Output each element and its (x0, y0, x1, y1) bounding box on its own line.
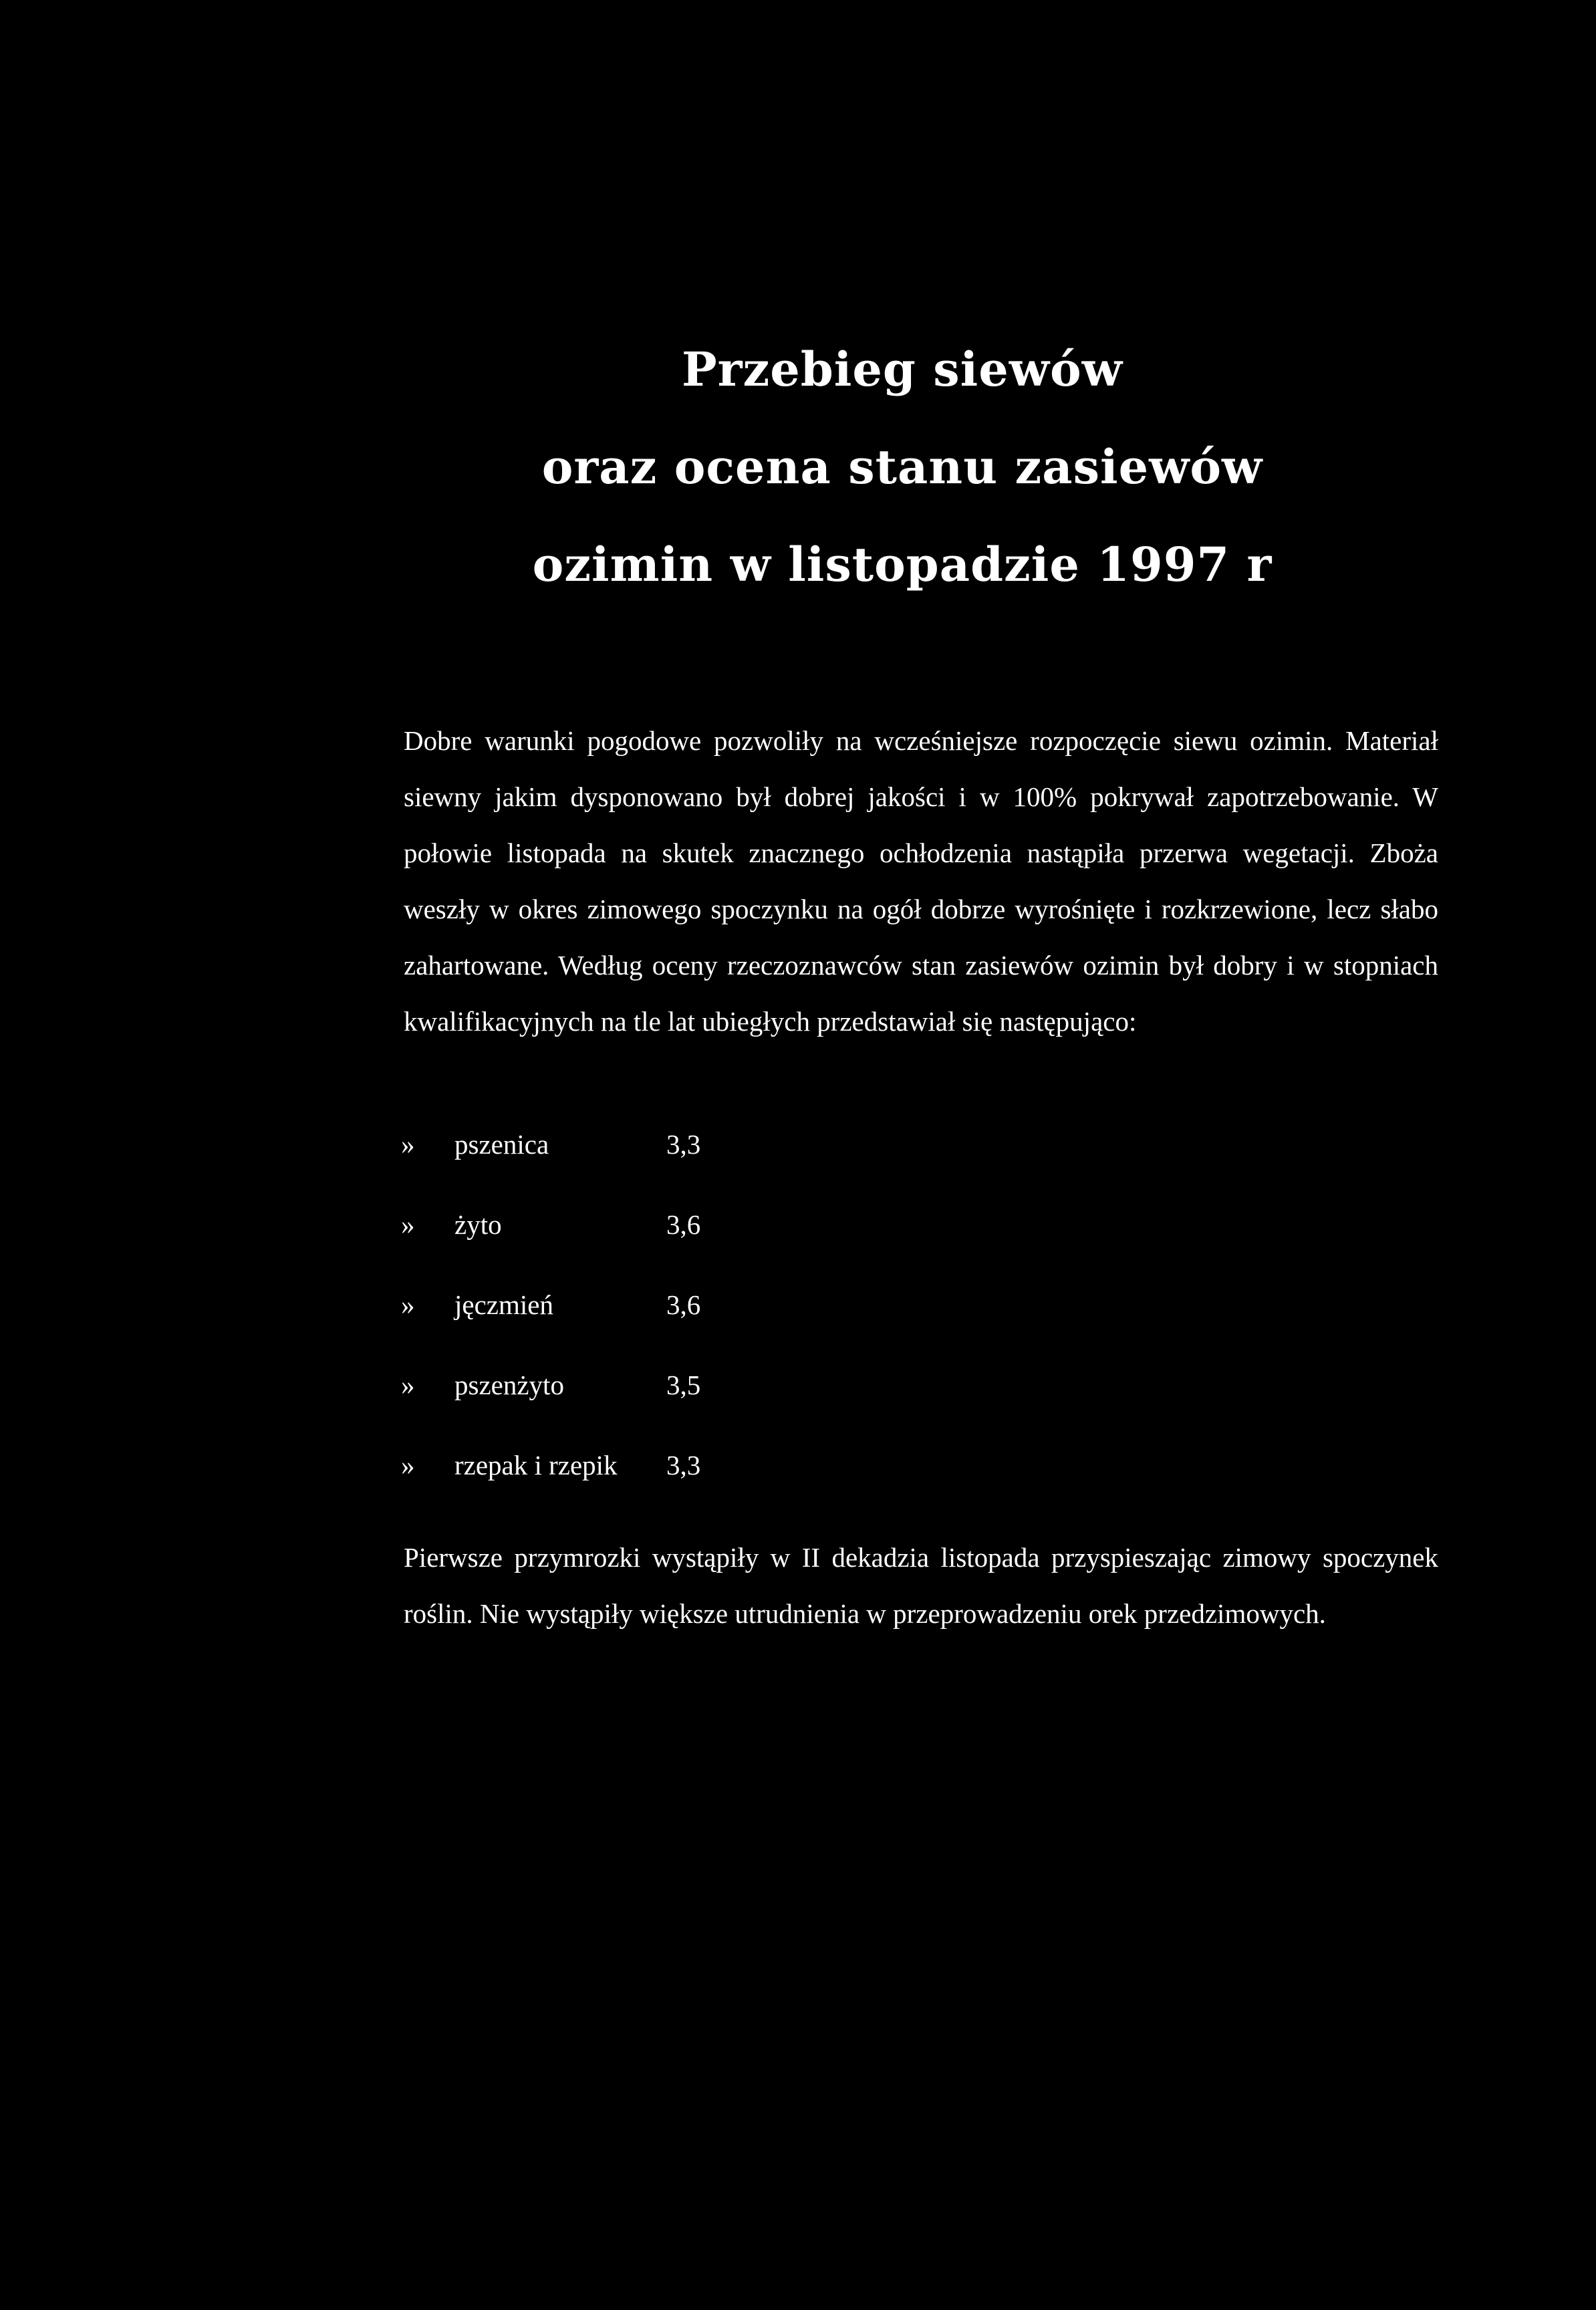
grade-row (401, 1289, 747, 1369)
grade-value: 3,6 (666, 1209, 701, 1240)
grade-value: 3,3 (666, 1450, 701, 1481)
bullet: » (401, 1289, 415, 1320)
bullet: » (401, 1450, 415, 1481)
bullet: » (401, 1129, 415, 1160)
grade-value: 3,6 (666, 1289, 701, 1320)
document-title (0, 321, 1596, 614)
grade-value: 3,3 (666, 1129, 701, 1160)
grade-row (401, 1369, 747, 1449)
grade-row (401, 1208, 747, 1289)
bullet: » (401, 1370, 415, 1400)
bullet: » (401, 1209, 415, 1240)
intro-paragraph: Dobre warunki pogodowe pozwoliły na wcześniejsze rozpoczęcie siewu ozimin. Materiał siewny jakim dysponowano był dobrej jakości i w 100% pokrywał zapotrzebowanie. W połowie listopada na skutek znacznego ochłodzenia nastąpiła przerwa wegetacji. Zboża weszły w okres zimowego spoczynku na ogół dobrze wyrośnięte i rozkrzewione, lecz słabo zahartowane. Według oceny rzeczoznawców stan zasiewów ozimin był dobry i w stopniach kwalifikacyjnych na tle lat ubiegłych przedstawiał się następująco: (404, 725, 1438, 1037)
crop-grades-list (401, 1128, 747, 1529)
crop-name: jęczmień (454, 1289, 553, 1320)
crop-name: pszenica (454, 1129, 549, 1160)
closing-paragraph: Pierwsze przymrozki wystąpiły w II dekadzia listopada przyspieszając zimowy spoczynek roślin. Nie wystąpiły większe utrudnienia w przeprowadzeniu orek przedzimowych. (404, 1542, 1438, 1629)
crop-name: żyto (454, 1209, 502, 1240)
title-line-1: Przebieg siewów (682, 342, 1123, 397)
title-line-3: ozimin w listopadzie 1997 r (532, 537, 1273, 592)
grade-row (401, 1449, 747, 1529)
crop-name: pszenżyto (454, 1370, 564, 1400)
grade-row (401, 1128, 747, 1208)
title-line-2: oraz ocena stanu zasiewów (541, 439, 1263, 495)
crop-name: rzepak i rzepik (454, 1450, 618, 1481)
grade-value: 3,5 (666, 1370, 701, 1400)
